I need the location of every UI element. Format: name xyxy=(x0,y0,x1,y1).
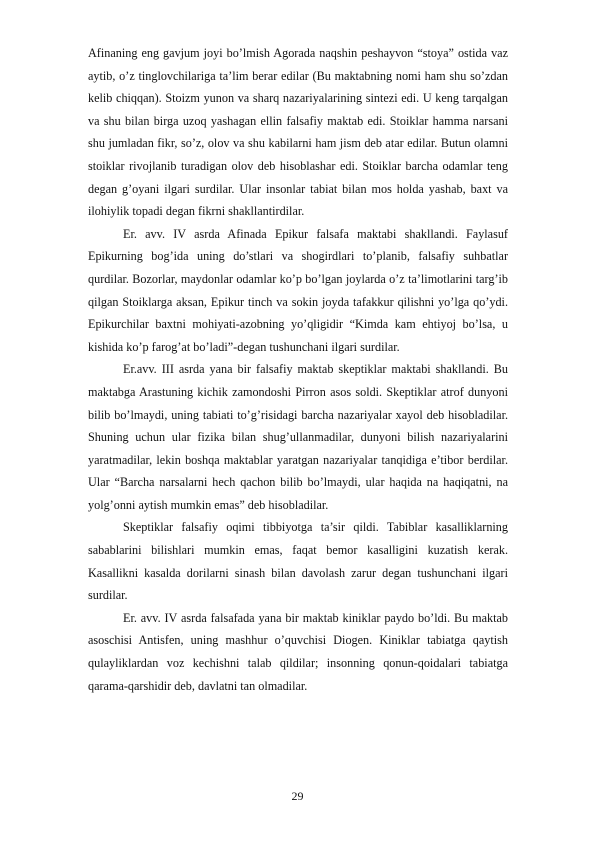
paragraph-epicurus: Er. avv. IV asrda Afinada Epikur falsafa maktabi shakllandi. Faylasuf Epikurning bog’ida uning do’stlari va shogirdlari to’planib, falsafiy suhbatlar qurdilar. Bozorlar, maydonlar odamlar ko’p bo’lgan joylarda o’z ta’limotlarini targ’ib qilgan Stoiklarga aksan, Epikur tinch va sokin joyda tafakkur qilishni yo’lga qo’ydi. Epikurchilar baxtni mohiyati-azobning yo’qligidir “Kimda kam ehtiyoj bo’lsa, u kishida ko’p farog’at bo’ladi”-degan tushunchani ilgari surdilar. xyxy=(88,226,508,354)
paragraph-skeptics-medicine: Skeptiklar falsafiy oqimi tibbiyotga ta’sir qildi. Tabiblar kasalliklarning sabablarini bilishlari mumkin emas, faqat bemor kasalligini kuzatish kerak. Kasallikni kasalda dorilarni sinash bilan davolash zarur degan tushunchani ilgari surdilar. xyxy=(88,520,508,603)
document-body xyxy=(88,42,508,697)
page-number: 29 xyxy=(291,789,304,803)
paragraph-cynics: Er. avv. IV asrda falsafada yana bir maktab kiniklar paydo bo’ldi. Bu maktab asoschisi Antisfen, uning mashhur o’quvchisi Diogen. Kiniklar tabiatga qaytish qulayliklardan voz kechishni talab qildilar; insonning qonun-qoidalari tabiatga qarama-qarshidir deb, davlatni tan olmadilar. xyxy=(88,610,508,693)
paragraph-skeptics: Er.avv. III asrda yana bir falsafiy maktab skeptiklar maktabi shakllandi. Bu maktabga Arastuning kichik zamondoshi Pirron asos soldi. Skeptiklar atrof dunyoni bilib bo’lmaydi, uning tabiati to’g’risidagi barcha nazariyalar xayol deb hisobladilar. Shuning uchun ular fizika bilan shug’ullanmadilar, dunyoni bilish nazariyalarini yaratmadilar, lekin boshqa maktablar yaratgan nazariyalar tanqidiga e’tibor berdilar. Ular “Barcha narsalarni hech qachon bilib bo’lmaydi, ular haqida na haqiqatni, na yolg’onni aytish mumkin emas” deb hisobladilar. xyxy=(88,362,508,512)
paragraph-stoics: Afinaning eng gavjum joyi bo’lmish Agorada naqshin peshayvon “stoya” ostida vaz aytib, o’z tinglovchilariga ta’lim berar edilar (Bu maktabning nomi ham shu so’zdan kelib chiqqan). Stoizm yunon va sharq nazariyalarining sintezi edi. U keng tarqalgan va shu bilan birga uzoq yashagan ellin falsafiy maktab edi. Stoiklar hamma narsani shu jumladan fikr, so’z, olov va shu kabilarni ham jism deb atar edilar. Butun olamni stoiklar rivojlanib turadigan olov deb hisoblashar edi. Stoiklar barcha odamlar teng degan g’oyani ilgari surdilar. Ular insonlar tabiat bilan mos holda yashab, baxt va ilohiylik topadi degan fikrni shakllantirdilar. xyxy=(88,46,508,219)
